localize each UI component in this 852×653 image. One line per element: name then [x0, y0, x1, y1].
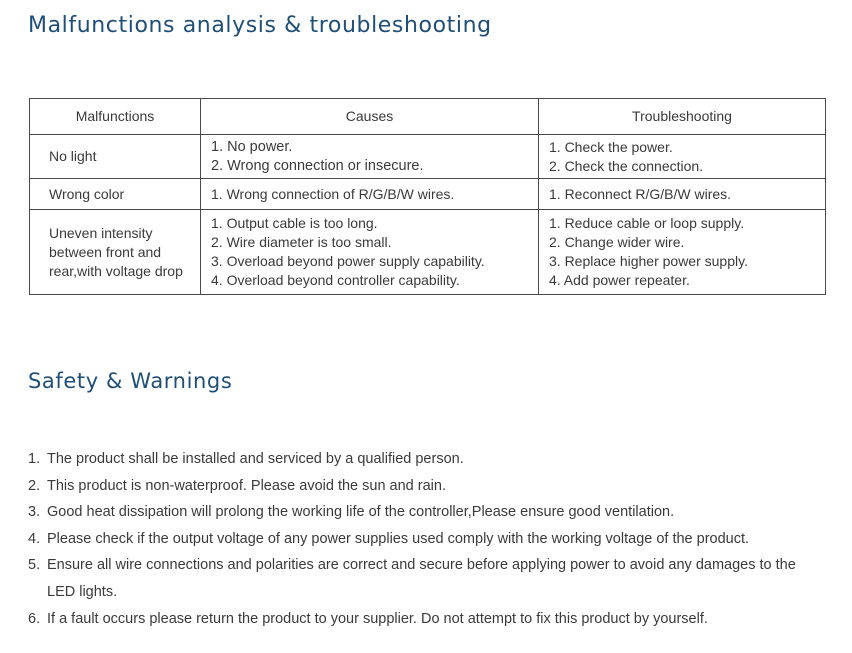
item-text: The product shall be installed and serviced by a qualified person. [47, 451, 464, 467]
list-item [28, 499, 818, 526]
list-item [28, 552, 818, 605]
item-number: 4. [28, 530, 41, 547]
fix-line: 2. Change wider wire. [549, 234, 685, 250]
table-row [30, 210, 826, 295]
causes-cell [201, 135, 539, 179]
item-text: Ensure all wire connections and polarities are correct and secure before applying power to avoid any damages to the LED lights. [47, 557, 796, 600]
item-text: This product is non-waterproof. Please avoid the sun and rain. [47, 477, 446, 494]
item-number: 2. [28, 477, 41, 494]
list-item [28, 473, 818, 500]
causes-cell [201, 179, 539, 210]
table-header-row [30, 99, 826, 135]
troubleshooting-cell [539, 179, 826, 210]
safety-list [28, 446, 818, 632]
item-number: 3. [28, 504, 41, 521]
item-number: 5. [28, 557, 41, 574]
cause-line: 2. Wire diameter is too small. [211, 234, 392, 250]
table-row [30, 179, 826, 210]
item-text: If a fault occurs please return the product to your supplier. Do not attempt to fix this product by yourself. [47, 610, 708, 627]
malfunction-text: Wrong color [49, 185, 125, 202]
header-troubleshooting: Troubleshooting [539, 99, 826, 135]
cause-line: 1. No power. [211, 138, 293, 155]
item-number: 6. [28, 610, 41, 627]
cause-line: 4. Overload beyond controller capability. [211, 272, 460, 288]
header-causes: Causes [201, 99, 539, 135]
cause-line: 3. Overload beyond power supply capability. [211, 253, 485, 269]
safety-heading: Safety & Warnings [28, 369, 233, 393]
troubleshooting-cell [539, 135, 826, 179]
malfunction-cell [30, 210, 201, 295]
malfunction-text: between front and [49, 243, 162, 260]
fix-line: 1. Check the power. [549, 138, 673, 155]
item-text: Good heat dissipation will prolong the working life of the controller,Please ensure good ventilation. [47, 504, 675, 521]
fix-line: 1. Reconnect R/G/B/W wires. [549, 185, 732, 202]
malfunctions-heading: Malfunctions analysis & troubleshooting [28, 13, 492, 38]
malfunction-cell [30, 179, 201, 210]
table-row [30, 135, 826, 179]
list-item [28, 446, 818, 473]
cause-line: 1. Wrong connection of R/G/B/W wires. [211, 185, 455, 202]
troubleshooting-cell [539, 210, 826, 295]
causes-cell [201, 210, 539, 295]
fix-line: 1. Reduce cable or loop supply. [549, 215, 745, 231]
malfunction-text: No light [49, 148, 97, 164]
malfunctions-table [29, 98, 826, 295]
malfunction-cell [30, 135, 201, 179]
list-item [28, 526, 818, 553]
cause-line: 2. Wrong connection or insecure. [211, 157, 424, 174]
item-number: 1. [28, 451, 41, 467]
fix-line: 3. Replace higher power supply. [549, 253, 748, 269]
fix-line: 4. Add power repeater. [549, 272, 690, 288]
malfunction-text: rear,with voltage drop [49, 262, 183, 279]
header-malfunctions: Malfunctions [30, 99, 201, 135]
item-text: Please check if the output voltage of any power supplies used comply with the working voltage of the product. [47, 530, 750, 547]
cause-line: 1. Output cable is too long. [211, 215, 378, 231]
fix-line: 2. Check the connection. [549, 157, 704, 174]
list-item [28, 606, 818, 633]
malfunction-text: Uneven intensity [49, 224, 153, 241]
